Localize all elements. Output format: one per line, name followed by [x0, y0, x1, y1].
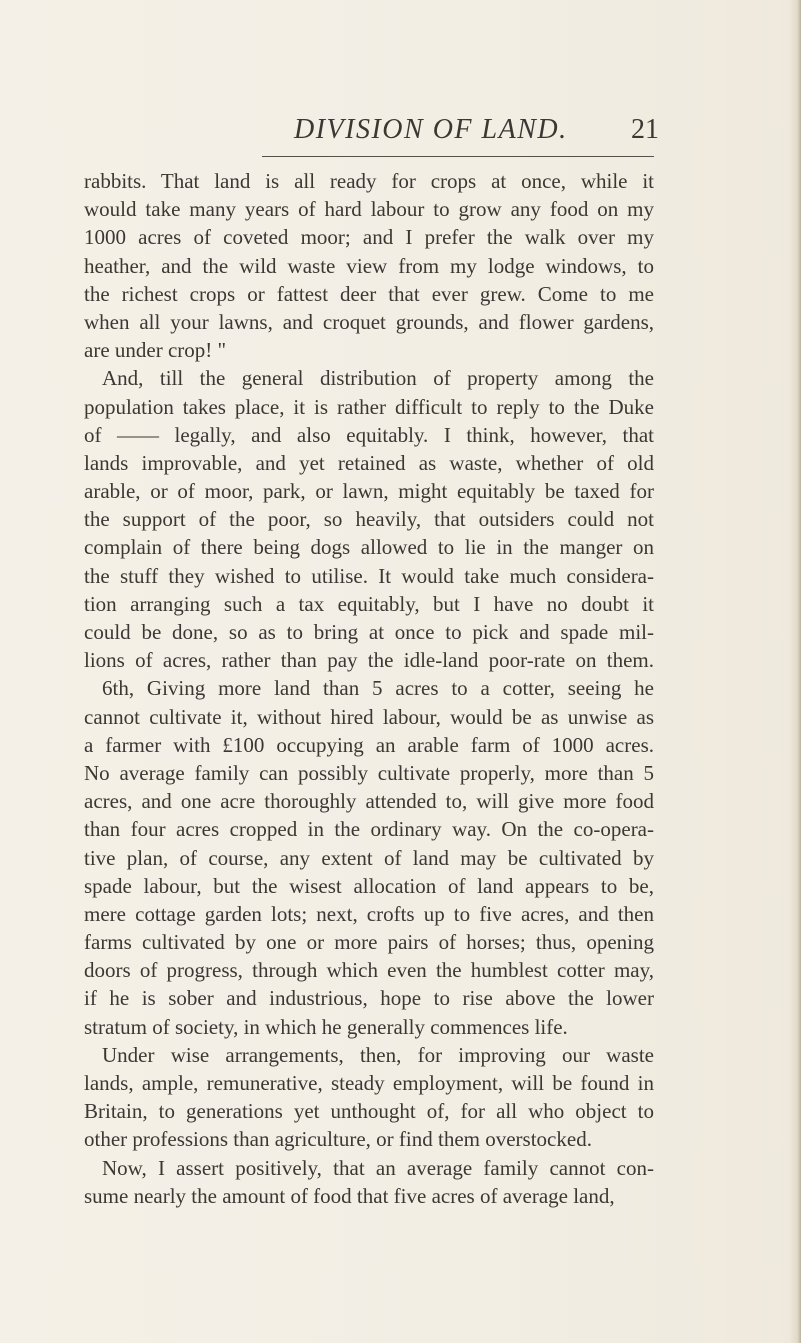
- text-line: 6th, Giving more land than 5 acres to a cotter, seeing he: [102, 676, 654, 701]
- text-line: population takes place, it is rather difficult to reply to the Duke: [84, 394, 654, 419]
- text-line: Britain, to generations yet unthought of, for all who object to: [84, 1099, 654, 1124]
- text-line: rabbits. That land is all ready for crops at once, while it: [84, 169, 654, 193]
- text-line: lands, ample, remunerative, steady employment, will be found in: [84, 1071, 654, 1095]
- text-line: cannot cultivate it, without hired labour, would be as unwise as: [84, 704, 654, 729]
- text-line: than four acres cropped in the ordinary way. On the co-opera-: [84, 817, 654, 842]
- text-line: And, till the general distribution of property among the: [102, 366, 654, 391]
- text-line: arable, or of moor, park, or lawn, might equitably be taxed for: [84, 479, 654, 504]
- text-line: lions of acres, rather than pay the idle-land poor-rate on them.: [84, 648, 654, 673]
- text-line: of —— legally, and also equitably. I think, however, that: [84, 422, 654, 447]
- text-line: sume nearly the amount of food that five acres of average land,: [84, 1183, 615, 1208]
- text-line: mere cottage garden lots; next, crofts up to five acres, and then: [84, 901, 654, 926]
- text-line: the richest crops or fattest deer that ever grew. Come to me: [84, 281, 654, 306]
- text-line: a farmer with £100 occupying an arable farm of 1000 acres.: [84, 732, 654, 757]
- text-line: tive plan, of course, any extent of land may be cultivated by: [84, 845, 654, 870]
- text-line: the stuff they wished to utilise. It would take much considera-: [84, 563, 654, 588]
- text-line: No average family can possibly cultivate properly, more than 5: [84, 760, 654, 785]
- page-number: 21: [631, 114, 659, 145]
- text-line: Now, I assert positively, that an average family cannot con-: [102, 1155, 654, 1180]
- text-line: stratum of society, in which he generally commences life.: [84, 1014, 568, 1039]
- text-line: complain of there being dogs allowed to lie in the manger on: [84, 535, 654, 560]
- text-line: Under wise arrangements, then, for improving our waste: [102, 1042, 654, 1067]
- text-line: other professions than agriculture, or find them overstocked.: [84, 1127, 592, 1152]
- body-text: [84, 167, 654, 1210]
- running-title: DIVISION OF LAND.: [294, 114, 568, 145]
- text-line: if he is sober and industrious, hope to rise above the lower: [84, 986, 654, 1011]
- text-line: would take many years of hard labour to grow any food on my: [84, 197, 654, 222]
- text-line: 1000 acres of coveted moor; and I prefer the walk over my: [84, 225, 654, 250]
- header-rule: [262, 156, 654, 157]
- running-head: [0, 110, 801, 150]
- text-line: when all your lawns, and croquet grounds, and flower gardens,: [84, 309, 654, 334]
- text-line: could be done, so as to bring at once to pick and spade mil-: [84, 620, 654, 644]
- text-line: are under crop! ": [84, 338, 227, 363]
- text-line: doors of progress, through which even the humblest cotter may,: [84, 958, 654, 983]
- text-line: lands improvable, and yet retained as waste, whether of old: [84, 450, 654, 475]
- text-line: spade labour, but the wisest allocation of land appears to be,: [84, 873, 654, 898]
- page-edge-shadow: [789, 0, 801, 1343]
- text-line: the support of the poor, so heavily, that outsiders could not: [84, 507, 654, 532]
- text-line: farms cultivated by one or more pairs of horses; thus, opening: [84, 930, 654, 955]
- text-line: acres, and one acre thoroughly attended to, will give more food: [84, 789, 654, 814]
- text-line: heather, and the wild waste view from my lodge windows, to: [84, 253, 654, 278]
- text-line: tion arranging such a tax equitably, but I have no doubt it: [84, 591, 654, 616]
